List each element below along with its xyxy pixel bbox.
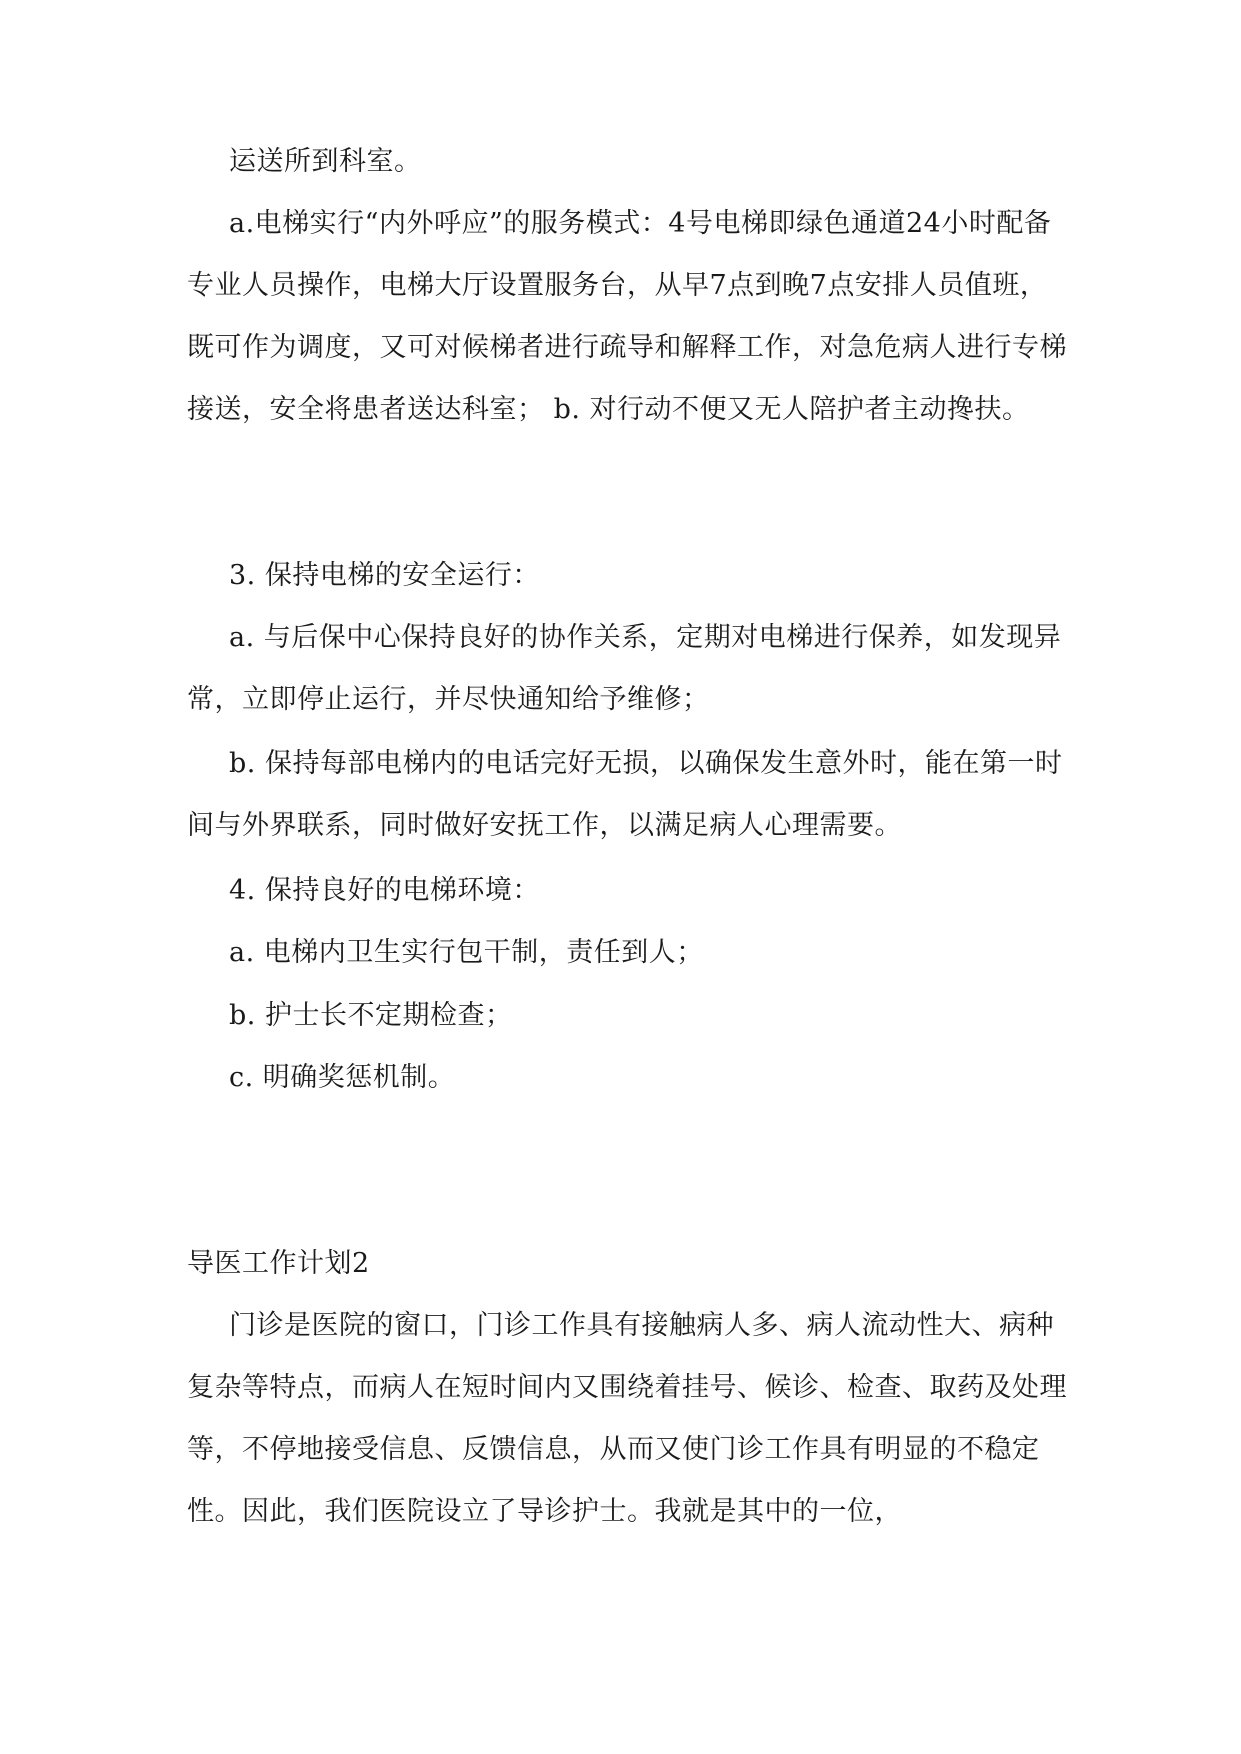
section-title: 导医工作计划2 [187,1248,370,1279]
paragraph: 门诊是医院的窗口，门诊工作具有接触病人多、病人流动性大、病种复杂等特点，而病人在短时间内又围绕着挂号、候诊、检查、取药及处理等，不停地接受信息、反馈信息，从而又使门诊工作具有明显的不稳定性。因此，我们医院设立了导诊护士。我就是其中的一位， [187,1310,1067,1527]
paragraph: 运送所到科室。 [229,146,422,177]
paragraph: a. 与后保中心保持良好的协作关系，定期对电梯进行保养，如发现异常，立即停止运行，并尽快通知给予维修； [187,622,1062,715]
list-item: 4. 保持良好的电梯环境： [229,875,540,906]
paragraph: a.电梯实行“内外呼应”的服务模式：4号电梯即绿色通道24小时配备专业人员操作，电梯大厅设置服务台，从早7点到晚7点安排人员值班，既可作为调度，又可对候梯者进行疏导和解释工作，对急危病人进行专梯接送，安全将患者送达科室； b. 对行动不便又无人陪护者主动搀扶。 [187,208,1067,425]
list-item: a. 电梯内卫生实行包干制，责任到人； [229,937,704,968]
list-item: 3. 保持电梯的安全运行： [229,560,540,591]
paragraph: b. 保持每部电梯内的电话完好无损，以确保发生意外时，能在第一时间与外界联系，同时做好安抚工作，以满足病人心理需要。 [187,748,1063,841]
list-item: b. 护士长不定期检查； [229,1000,513,1031]
list-item: c. 明确奖惩机制。 [229,1062,456,1093]
